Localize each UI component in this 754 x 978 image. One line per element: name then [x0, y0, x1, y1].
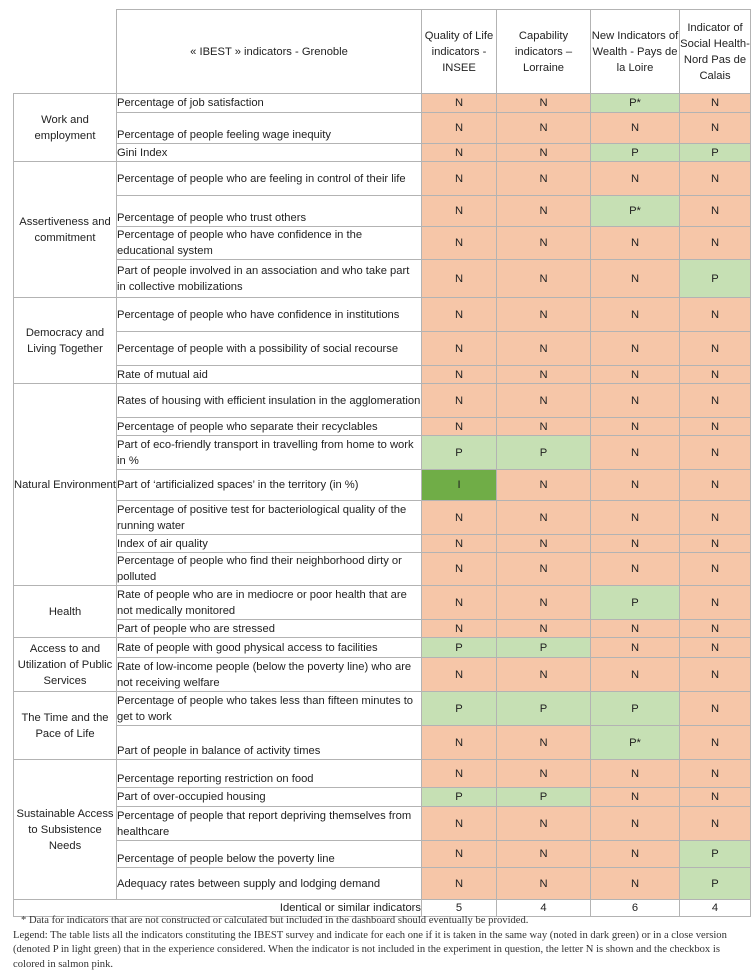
value-cell: N — [680, 227, 751, 260]
value-cell: N — [680, 658, 751, 692]
value-cell: N — [680, 298, 751, 332]
value-cell: N — [422, 162, 497, 196]
table-row — [14, 658, 751, 692]
indicator-cell: Percentage of people that report depriving themselves from healthcare — [117, 807, 422, 841]
value-cell: N — [680, 113, 751, 144]
category-cell: Sustainable Access to Subsistence Needs — [14, 760, 117, 900]
table-row — [14, 298, 751, 332]
indicator-cell: Index of air quality — [117, 535, 422, 553]
value-cell: P — [422, 788, 497, 807]
value-cell: N — [497, 196, 591, 227]
value-cell: N — [422, 553, 497, 586]
table-row — [14, 144, 751, 162]
table-row — [14, 726, 751, 760]
table-notes — [13, 914, 748, 972]
value-cell: N — [422, 535, 497, 553]
header-pays-de-la-loire: New Indicators of Wealth - Pays de la Loire — [591, 10, 680, 94]
value-cell: N — [680, 366, 751, 384]
indicator-cell: Percentage of job satisfaction — [117, 94, 422, 113]
table-row — [14, 553, 751, 586]
indicator-cell: Rate of low-income people (below the poverty line) who are not receiving welfare — [117, 658, 422, 692]
value-cell: N — [497, 501, 591, 535]
table-row — [14, 162, 751, 196]
value-cell: N — [497, 535, 591, 553]
value-cell: N — [591, 807, 680, 841]
value-cell: N — [591, 227, 680, 260]
value-cell: N — [680, 332, 751, 366]
indicator-cell: Rate of people with good physical access to facilities — [117, 638, 422, 658]
value-cell: N — [680, 553, 751, 586]
value-cell: P — [422, 692, 497, 726]
table-row — [14, 586, 751, 620]
footnote: * Data for indicators that are not constructed or calculated but included in the dashboard should eventually be provided. — [21, 915, 529, 926]
table-row — [14, 788, 751, 807]
indicator-cell: Rate of mutual aid — [117, 366, 422, 384]
value-cell: N — [422, 260, 497, 298]
indicator-cell: Percentage of people with a possibility of social recourse — [117, 332, 422, 366]
value-cell: N — [591, 841, 680, 868]
value-cell: N — [497, 658, 591, 692]
table-row — [14, 868, 751, 900]
header-row — [14, 10, 751, 94]
table-row — [14, 760, 751, 788]
corner-blank — [14, 10, 117, 94]
value-cell: N — [497, 332, 591, 366]
value-cell: P — [422, 638, 497, 658]
value-cell: N — [680, 470, 751, 501]
indicator-cell: Part of ‘artificialized spaces’ in the territory (in %) — [117, 470, 422, 501]
header-lorraine: Capability indicators – Lorraine — [497, 10, 591, 94]
header-ibest: « IBEST » indicators - Grenoble — [117, 10, 422, 94]
indicator-cell: Adequacy rates between supply and lodging demand — [117, 868, 422, 900]
value-cell: N — [680, 726, 751, 760]
value-cell: N — [497, 586, 591, 620]
value-cell: N — [680, 586, 751, 620]
table-row — [14, 418, 751, 436]
indicator-cell: Gini Index — [117, 144, 422, 162]
value-cell: N — [422, 501, 497, 535]
value-cell: N — [422, 298, 497, 332]
category-cell: Assertiveness and commitment — [14, 162, 117, 298]
legend-text: Legend: The table lists all the indicators constituting the IBEST survey and indicate for each one if it is taken in the same way (noted in dark green) or in a close version (denoted P in light green) that in the experience considered. When the indicator is not included in the experiment in question, the letter N is shown and the checkbox is colored in salmon pink. — [13, 929, 727, 970]
value-cell: N — [497, 620, 591, 638]
indicator-cell: Rate of people who are in mediocre or poor health that are not medically monitored — [117, 586, 422, 620]
value-cell: N — [422, 94, 497, 113]
value-cell: N — [591, 260, 680, 298]
indicator-cell: Part of people in balance of activity times — [117, 726, 422, 760]
value-cell: N — [680, 807, 751, 841]
value-cell: P — [591, 144, 680, 162]
value-cell: N — [591, 535, 680, 553]
table-row — [14, 227, 751, 260]
value-cell: N — [591, 658, 680, 692]
table-row — [14, 620, 751, 638]
value-cell: N — [591, 366, 680, 384]
table-row — [14, 535, 751, 553]
total-value: 4 — [680, 900, 751, 917]
value-cell: N — [591, 113, 680, 144]
value-cell: P — [497, 638, 591, 658]
indicator-cell: Percentage of positive test for bacteriological quality of the running water — [117, 501, 422, 535]
value-cell: N — [422, 868, 497, 900]
indicator-cell: Percentage of people who have confidence in institutions — [117, 298, 422, 332]
table-row — [14, 841, 751, 868]
indicator-cell: Percentage of people who are feeling in control of their life — [117, 162, 422, 196]
value-cell: N — [497, 841, 591, 868]
value-cell: N — [680, 162, 751, 196]
indicator-cell: Part of people who are stressed — [117, 620, 422, 638]
indicator-cell: Part of people involved in an association and who take part in collective mobilizations — [117, 260, 422, 298]
table-row — [14, 113, 751, 144]
totals-label: Identical or similar indicators — [14, 900, 422, 917]
value-cell: P* — [591, 94, 680, 113]
value-cell: P — [680, 868, 751, 900]
table-row — [14, 470, 751, 501]
value-cell: N — [680, 436, 751, 470]
value-cell: N — [680, 196, 751, 227]
indicator-cell: Percentage of people feeling wage inequity — [117, 113, 422, 144]
value-cell: N — [680, 384, 751, 418]
indicator-cell: Percentage of people who have confidence in the educational system — [117, 227, 422, 260]
value-cell: N — [680, 788, 751, 807]
category-cell: Work and employment — [14, 94, 117, 162]
value-cell: N — [497, 298, 591, 332]
indicator-cell: Percentage of people who find their neighborhood dirty or polluted — [117, 553, 422, 586]
value-cell: N — [422, 227, 497, 260]
header-nord-pas-de-calais: Indicator of Social Health- Nord Pas de Calais — [680, 10, 751, 94]
value-cell: N — [680, 760, 751, 788]
indicator-cell: Percentage of people below the poverty line — [117, 841, 422, 868]
table-row — [14, 807, 751, 841]
value-cell: N — [497, 807, 591, 841]
indicator-cell: Percentage reporting restriction on food — [117, 760, 422, 788]
value-cell: N — [422, 620, 497, 638]
value-cell: P* — [591, 726, 680, 760]
value-cell: N — [422, 841, 497, 868]
value-cell: P — [680, 260, 751, 298]
value-cell: P — [497, 692, 591, 726]
value-cell: P — [680, 841, 751, 868]
value-cell: P — [591, 692, 680, 726]
value-cell: P — [422, 436, 497, 470]
value-cell: N — [497, 418, 591, 436]
value-cell: N — [497, 726, 591, 760]
value-cell: N — [497, 366, 591, 384]
value-cell: N — [591, 620, 680, 638]
category-cell: The Time and the Pace of Life — [14, 692, 117, 760]
value-cell: N — [591, 384, 680, 418]
value-cell: N — [591, 868, 680, 900]
value-cell: N — [497, 144, 591, 162]
value-cell: N — [680, 94, 751, 113]
value-cell: N — [497, 470, 591, 501]
value-cell: N — [497, 384, 591, 418]
value-cell: N — [591, 418, 680, 436]
value-cell: N — [422, 144, 497, 162]
indicator-cell: Percentage of people who trust others — [117, 196, 422, 227]
value-cell: N — [422, 760, 497, 788]
value-cell: N — [680, 535, 751, 553]
value-cell: N — [680, 501, 751, 535]
table-row — [14, 94, 751, 113]
value-cell: N — [422, 366, 497, 384]
value-cell: N — [497, 553, 591, 586]
ibest-comparison-table — [13, 9, 751, 917]
table-row — [14, 332, 751, 366]
value-cell: N — [680, 418, 751, 436]
value-cell: N — [680, 638, 751, 658]
value-cell: N — [422, 726, 497, 760]
table-row — [14, 384, 751, 418]
value-cell: P* — [591, 196, 680, 227]
value-cell: N — [591, 501, 680, 535]
value-cell: N — [497, 260, 591, 298]
total-value: 6 — [591, 900, 680, 917]
table-row — [14, 436, 751, 470]
value-cell: N — [497, 162, 591, 196]
value-cell: N — [591, 638, 680, 658]
value-cell: N — [591, 332, 680, 366]
value-cell: N — [497, 94, 591, 113]
table-row — [14, 692, 751, 726]
value-cell: N — [422, 113, 497, 144]
indicator-cell: Part of over-occupied housing — [117, 788, 422, 807]
category-cell: Democracy and Living Together — [14, 298, 117, 384]
value-cell: P — [497, 788, 591, 807]
value-cell: N — [422, 196, 497, 227]
table-row — [14, 501, 751, 535]
value-cell: N — [591, 162, 680, 196]
table-row — [14, 366, 751, 384]
indicator-cell: Percentage of people who separate their recyclables — [117, 418, 422, 436]
value-cell: N — [497, 113, 591, 144]
total-value: 5 — [422, 900, 497, 917]
value-cell: P — [497, 436, 591, 470]
value-cell: N — [422, 586, 497, 620]
value-cell: N — [591, 553, 680, 586]
value-cell: N — [680, 620, 751, 638]
value-cell: P — [680, 144, 751, 162]
table-row — [14, 638, 751, 658]
value-cell: N — [591, 436, 680, 470]
value-cell: N — [591, 760, 680, 788]
value-cell: N — [422, 384, 497, 418]
indicator-cell: Percentage of people who takes less than fifteen minutes to get to work — [117, 692, 422, 726]
value-cell: N — [591, 470, 680, 501]
category-cell: Access to and Utilization of Public Services — [14, 638, 117, 692]
value-cell: N — [497, 868, 591, 900]
value-cell: P — [591, 586, 680, 620]
value-cell: N — [422, 418, 497, 436]
table-row — [14, 260, 751, 298]
value-cell: N — [422, 332, 497, 366]
category-cell: Health — [14, 586, 117, 638]
indicator-cell: Rates of housing with efficient insulation in the agglomeration — [117, 384, 422, 418]
value-cell: N — [591, 298, 680, 332]
header-insee: Quality of Life indicators - INSEE — [422, 10, 497, 94]
category-cell: Natural Environment — [14, 384, 117, 586]
value-cell: N — [422, 807, 497, 841]
indicator-cell: Part of eco-friendly transport in travelling from home to work in % — [117, 436, 422, 470]
total-value: 4 — [497, 900, 591, 917]
value-cell: N — [497, 760, 591, 788]
value-cell: N — [422, 658, 497, 692]
value-cell: N — [497, 227, 591, 260]
value-cell: N — [680, 692, 751, 726]
value-cell: I — [422, 470, 497, 501]
table-row — [14, 196, 751, 227]
value-cell: N — [591, 788, 680, 807]
